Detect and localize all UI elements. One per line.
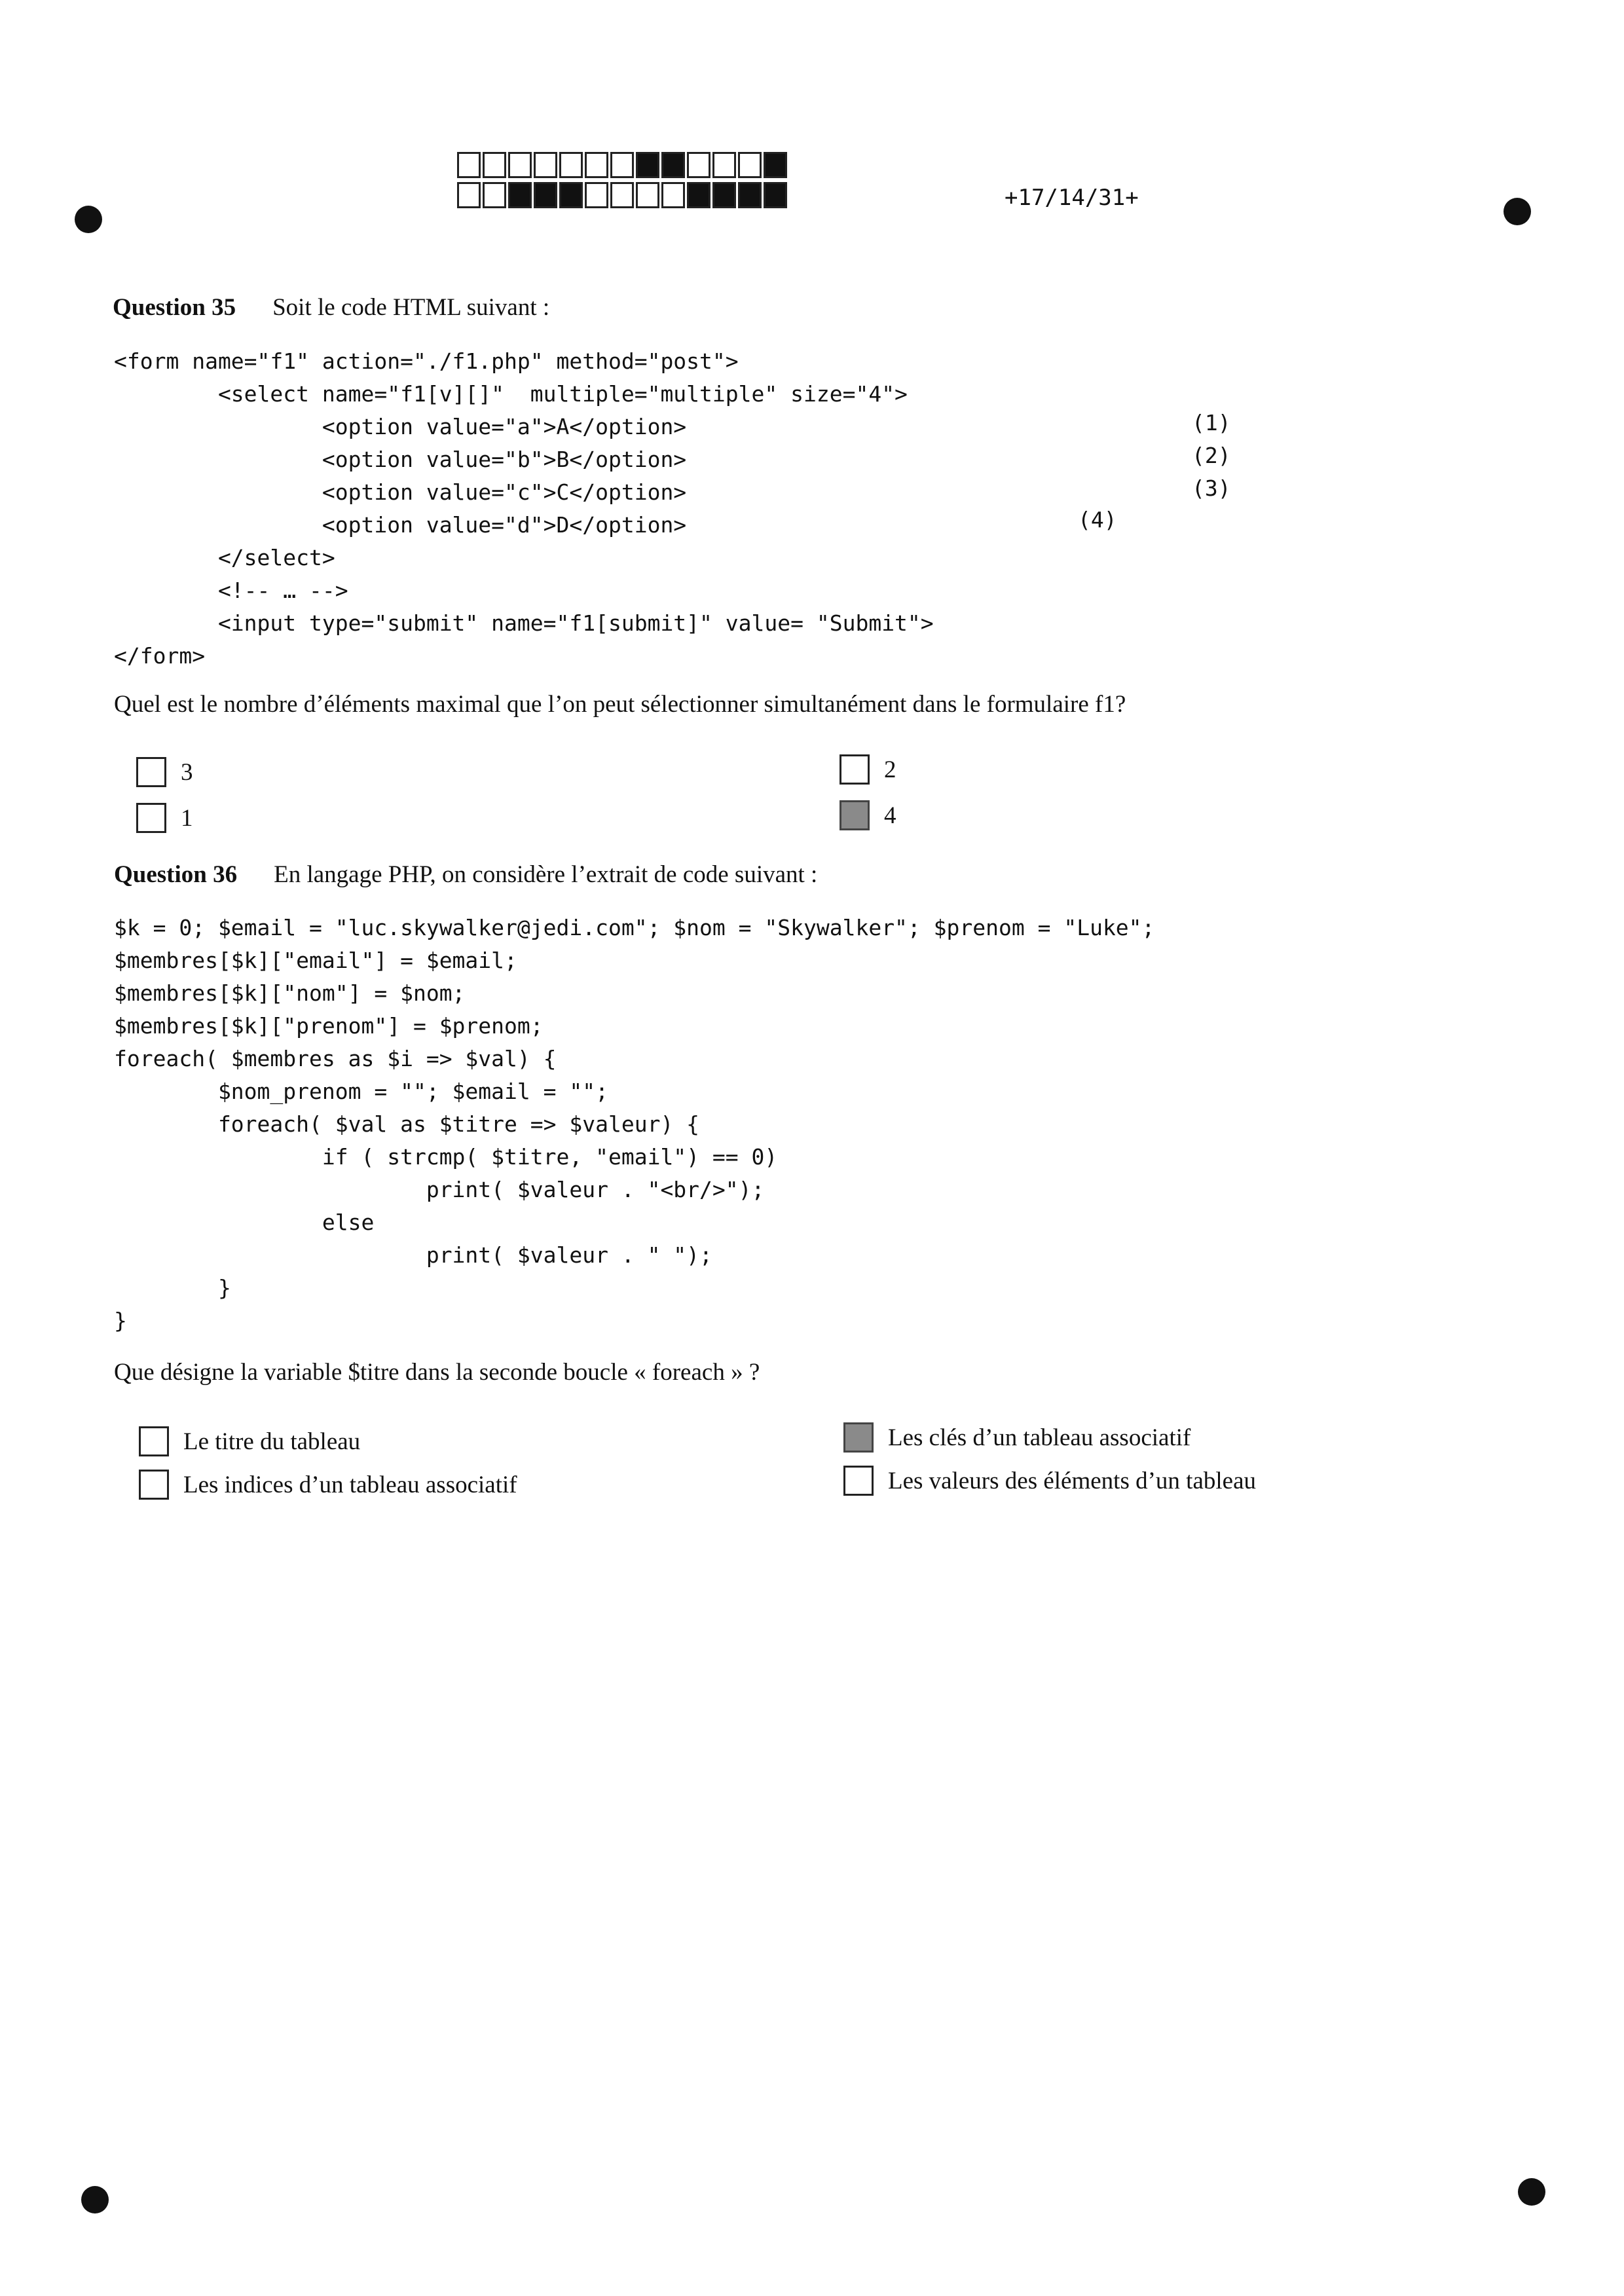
choice-label: Le titre du tableau (183, 1428, 361, 1455)
answer-checkbox-checked[interactable] (840, 800, 870, 830)
barcode-cell (661, 182, 685, 208)
registration-dot-top-right (1504, 198, 1531, 225)
q35-choice-4[interactable] (840, 800, 896, 830)
q36-choice-indices[interactable] (139, 1470, 517, 1500)
barcode-cell (764, 152, 787, 178)
page-id: +17/14/31+ (1005, 185, 1139, 211)
barcode-cell (508, 152, 532, 178)
page-barcode (457, 152, 789, 212)
choice-label: Les indices d’un tableau associatif (183, 1471, 517, 1498)
answer-checkbox[interactable] (840, 754, 870, 785)
barcode-cell (636, 152, 659, 178)
question-number: Question 36 (114, 861, 238, 888)
registration-dot-top-left (75, 206, 102, 233)
registration-dot-bottom-left (81, 2186, 109, 2213)
barcode-cell (585, 152, 608, 178)
question-intro: En langage PHP, on considère l’extrait de code suivant : (274, 861, 818, 888)
barcode-cell (508, 182, 532, 208)
answer-checkbox[interactable] (139, 1470, 169, 1500)
barcode-cell (738, 182, 762, 208)
html-code-block: <form name="f1" action="./f1.php" method="post"> <select name="f1[v][]" multiple="multiple" size="4"> <option value="a">A</option> <option value="b">B</option> <option value="c">C</option> <option value="d">D</option> </select> <!-- … --> <input type="submit" name="f1[submit]" value= "Submit"> </form> (114, 348, 934, 669)
barcode-cell (457, 182, 481, 208)
question-intro: Soit le code HTML suivant : (272, 294, 550, 321)
choice-label: 3 (181, 758, 193, 786)
barcode-cell (610, 182, 634, 208)
question-35-heading (113, 293, 549, 322)
barcode-row-1 (457, 152, 789, 178)
answer-checkbox[interactable] (139, 1426, 169, 1456)
question-35-prompt: Quel est le nombre d’éléments maximal que l’on peut sélectionner simultanément dans le formulaire f1? (114, 691, 1126, 718)
answer-checkbox-checked[interactable] (843, 1422, 874, 1453)
question-number: Question 35 (113, 294, 236, 321)
barcode-cell (585, 182, 608, 208)
barcode-cell (661, 152, 685, 178)
answer-checkbox[interactable] (136, 803, 166, 833)
registration-dot-bottom-right (1518, 2178, 1545, 2206)
choice-label: Les valeurs des éléments d’un tableau (888, 1467, 1256, 1494)
php-code-block: $k = 0; $email = "luc.skywalker@jedi.com"; $nom = "Skywalker"; $prenom = "Luke"; $membres[$k]["email"] = $email; $membres[$k]["nom"] = $nom; $membres[$k]["prenom"] = $prenom; foreach( $membres as $i => $val) { $nom_prenom = ""; $email = ""; foreach( $val as $titre => $valeur) { if ( strcmp( $titre, "email") == 0) print( $valeur . "<br/>"); else print( $valeur . " "); } } (114, 915, 1155, 1333)
question-36-prompt: Que désigne la variable $titre dans la seconde boucle « foreach » ? (114, 1359, 760, 1386)
q35-choice-1[interactable] (136, 803, 193, 833)
barcode-cell (636, 182, 659, 208)
option-marker-4: (4) (1078, 507, 1117, 532)
q36-choice-titre[interactable] (139, 1426, 360, 1456)
barcode-cell (559, 152, 583, 178)
barcode-cell (738, 152, 762, 178)
barcode-cell (764, 182, 787, 208)
answer-checkbox[interactable] (843, 1466, 874, 1496)
barcode-cell (687, 152, 710, 178)
barcode-cell (712, 182, 736, 208)
choice-label: 2 (884, 756, 896, 783)
barcode-row-2 (457, 182, 789, 208)
question-36-heading (114, 861, 817, 889)
barcode-cell (457, 152, 481, 178)
option-marker-3: (3) (1192, 475, 1231, 501)
barcode-cell (687, 182, 710, 208)
q36-choice-valeurs[interactable] (843, 1466, 1256, 1496)
option-marker-2: (2) (1192, 443, 1231, 468)
barcode-cell (534, 152, 557, 178)
q36-choice-cles[interactable] (843, 1422, 1190, 1453)
choice-label: Les clés d’un tableau associatif (888, 1424, 1191, 1451)
barcode-cell (712, 152, 736, 178)
answer-checkbox[interactable] (136, 757, 166, 787)
option-marker-1: (1) (1192, 410, 1231, 435)
barcode-cell (483, 152, 506, 178)
barcode-cell (483, 182, 506, 208)
q35-choice-2[interactable] (840, 754, 896, 785)
q35-choice-3[interactable] (136, 757, 193, 787)
barcode-cell (534, 182, 557, 208)
barcode-cell (559, 182, 583, 208)
choice-label: 1 (181, 804, 193, 832)
choice-label: 4 (884, 802, 896, 829)
barcode-cell (610, 152, 634, 178)
